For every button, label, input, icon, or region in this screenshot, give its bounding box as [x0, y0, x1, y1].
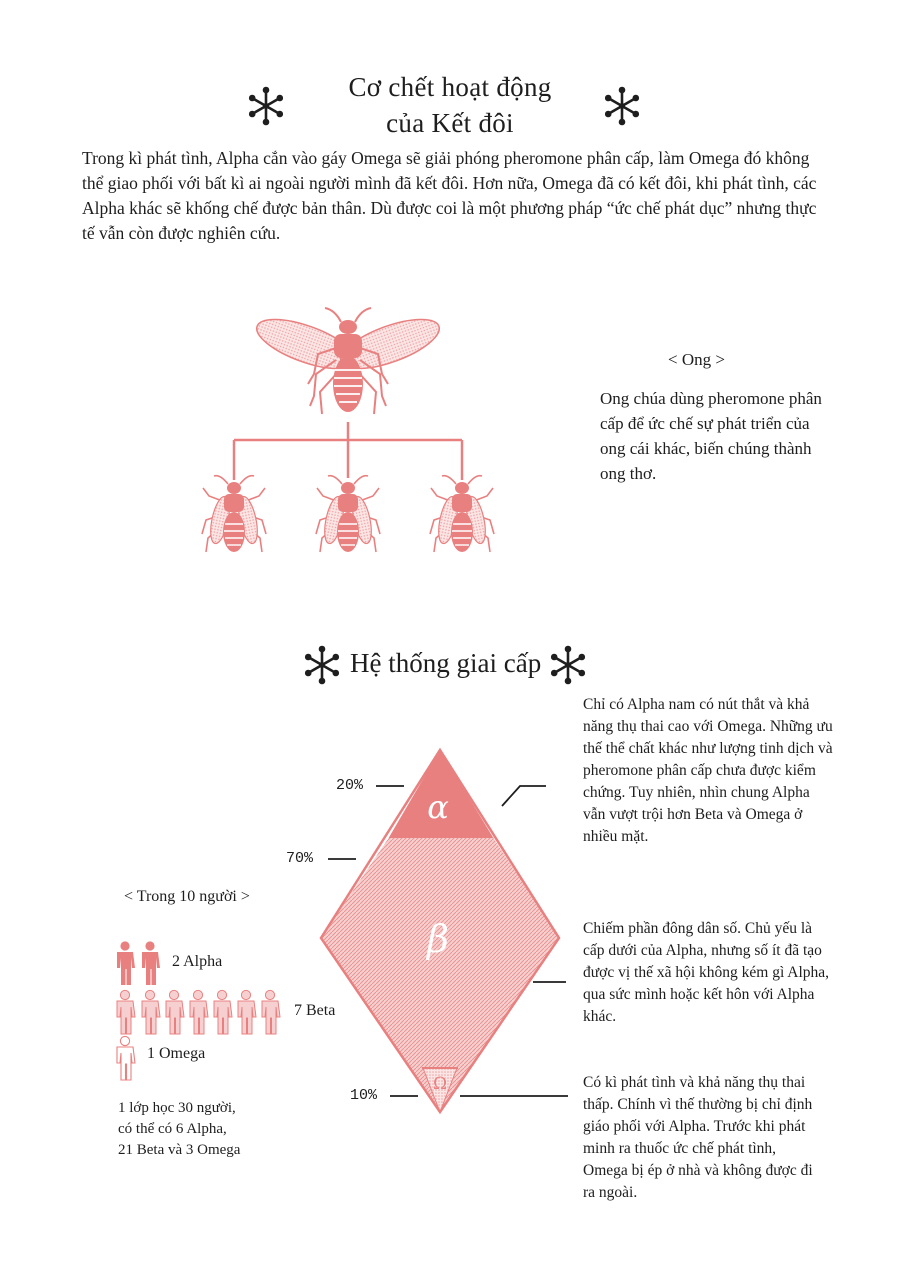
class-note-line: có thể có 6 Alpha, — [118, 1121, 227, 1137]
beta-person-icon — [166, 990, 184, 1034]
omega-count-label: 1 Omega — [147, 1045, 206, 1062]
alpha-person-icon — [142, 941, 160, 985]
caste-section-title: Hệ thống giai cấp — [350, 648, 542, 678]
intro-paragraph: Trong kì phát tình, Alpha cắn vào gáy Omega sẽ giải phóng pheromone phân cấp, làm Omega đó không thể giao phối với bất kì ai ngoài người mình đã kết đôi. Hơn nữa, Omega đã có kết đôi, khi phát tình, các Alpha khác sẽ khống chế được bản thân. Dù được coi là một phương pháp “ức chế phát dục” nhưng thực tế vẫn còn được nghiên cứu. — [82, 148, 817, 243]
beta-person-icon — [190, 990, 208, 1034]
bee-label: < Ong > — [668, 350, 725, 369]
class-note-line: 21 Beta và 3 Omega — [118, 1142, 241, 1158]
worker-bee-icon — [430, 476, 494, 552]
queen-bee-icon — [251, 308, 445, 414]
omega-person-icon — [117, 1036, 135, 1080]
bee-description: Ong chúa dùng pheromone phân cấp để ức chế sự phát triển của ong cái khác, biến chúng thành ong thơ. — [600, 389, 822, 483]
alpha-symbol: α — [427, 788, 449, 826]
worker-bee-icon — [202, 476, 266, 552]
worker-bee-icon — [316, 476, 380, 552]
beta-count-label: 7 Beta — [294, 1002, 336, 1019]
bee-hierarchy-lines — [234, 422, 462, 480]
omega-percent: 10% — [350, 1087, 378, 1104]
beta-symbol: β — [427, 917, 449, 961]
beta-person-icon — [214, 990, 232, 1034]
beta-person-icon — [117, 990, 135, 1034]
page-title-line2: của Kết đôi — [386, 108, 514, 138]
snowflake-icon — [249, 87, 283, 126]
beta-person-icon — [238, 990, 256, 1034]
alpha-percent: 20% — [336, 777, 364, 794]
page-title-line1: Cơ chết hoạt động — [348, 72, 552, 102]
people-title: < Trong 10 người > — [124, 888, 250, 905]
omega-description: Có kì phát tình và khả năng thụ thai thấp. Chính vì thế thường bị chỉ định giáo phối với Alpha. Trước khi phát minh ra thuốc ức chế phát tình, Omega bị ép ở nhà và không được đi ra ngoài. — [583, 1074, 813, 1201]
beta-person-icon — [262, 990, 280, 1034]
class-note — [118, 1098, 240, 1161]
omega-symbol: Ω — [432, 1074, 448, 1094]
beta-person-icon — [142, 990, 160, 1034]
alpha-person-icon — [117, 941, 135, 985]
alpha-count-label: 2 Alpha — [172, 953, 223, 970]
beta-description: Chiếm phần đông dân số. Chủ yếu là cấp dưới của Alpha, nhưng số ít đã tạo được vị thế xã hội không kém gì Alpha, qua sức mình hoặc kết hôn với Alpha khác. — [583, 920, 830, 1025]
beta-percent: 70% — [286, 850, 314, 867]
class-note-line: 1 lớp học 30 người, — [118, 1100, 236, 1116]
snowflake-icon — [551, 646, 585, 685]
snowflake-icon — [305, 646, 339, 685]
alpha-description: Chỉ có Alpha nam có nút thắt và khả năng thụ thai cao với Omega. Những ưu thế thể chất khác như lượng tinh dịch và pheromone phân cấp chưa được kiểm chứng. Tuy nhiên, nhìn chung Alpha vẫn vượt trội hơn Beta và Omega ở nhiều mặt. — [583, 696, 833, 845]
snowflake-icon — [605, 87, 639, 126]
